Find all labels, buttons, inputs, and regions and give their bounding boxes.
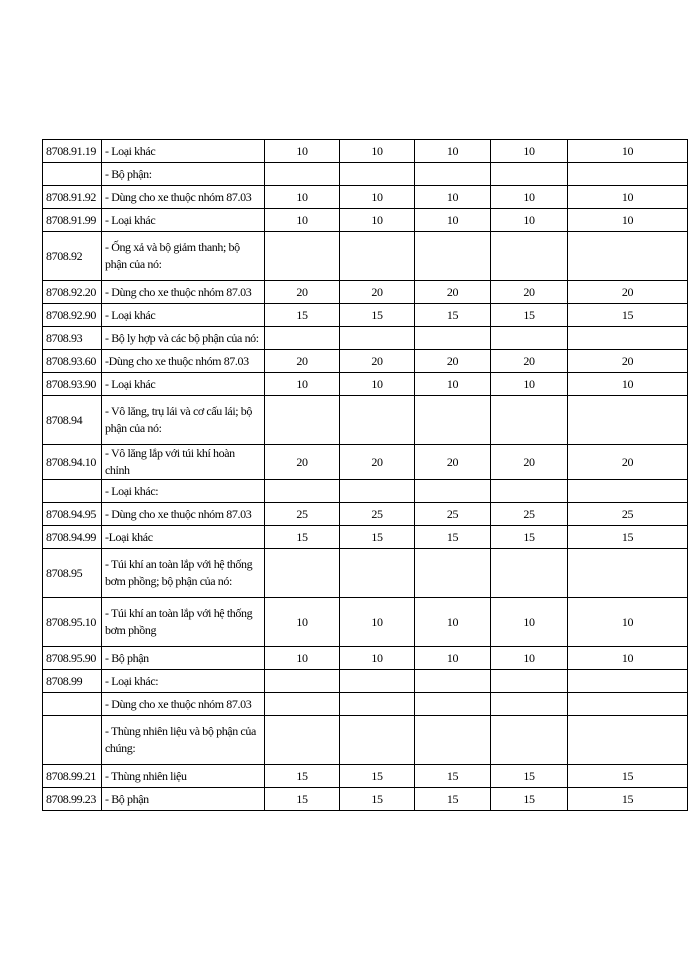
table-row — [43, 304, 688, 327]
rate-cell-2 — [340, 163, 415, 186]
hs-code-cell: 8708.91.99 — [43, 209, 102, 232]
table-row — [43, 209, 688, 232]
rate-cell-4: 20 — [491, 350, 568, 373]
rate-cell-3 — [415, 480, 491, 503]
description-cell: - Bộ phận: — [102, 163, 265, 186]
rate-cell-5 — [568, 693, 688, 716]
rate-cell-4: 15 — [491, 304, 568, 327]
rate-cell-5 — [568, 327, 688, 350]
table-row — [43, 373, 688, 396]
hs-code-cell: 8708.92.90 — [43, 304, 102, 327]
rate-cell-2 — [340, 549, 415, 598]
description-cell: - Dùng cho xe thuộc nhóm 87.03 — [102, 281, 265, 304]
rate-cell-4: 10 — [491, 647, 568, 670]
rate-cell-3: 10 — [415, 647, 491, 670]
rate-cell-5: 15 — [568, 304, 688, 327]
rate-cell-5 — [568, 163, 688, 186]
rate-cell-4 — [491, 327, 568, 350]
rate-cell-2: 20 — [340, 445, 415, 480]
rate-cell-2: 15 — [340, 765, 415, 788]
rate-cell-3: 20 — [415, 445, 491, 480]
rate-cell-1 — [265, 693, 340, 716]
hs-code-cell: 8708.94.95 — [43, 503, 102, 526]
rate-cell-3: 20 — [415, 350, 491, 373]
hs-code-cell — [43, 163, 102, 186]
rate-cell-2: 10 — [340, 186, 415, 209]
description-cell: - Vô lăng lắp với túi khí hoàn chỉnh — [102, 445, 265, 480]
rate-cell-1 — [265, 232, 340, 281]
rate-cell-5: 10 — [568, 209, 688, 232]
description-cell: - Thùng nhiên liệu — [102, 765, 265, 788]
description-cell: - Loại khác — [102, 209, 265, 232]
rate-cell-4: 10 — [491, 598, 568, 647]
hs-code-cell — [43, 716, 102, 765]
hs-code-cell: 8708.95.10 — [43, 598, 102, 647]
rate-cell-1: 15 — [265, 788, 340, 811]
rate-cell-1: 10 — [265, 373, 340, 396]
rate-cell-2: 10 — [340, 373, 415, 396]
rate-cell-5 — [568, 549, 688, 598]
description-cell: - Bộ phận — [102, 647, 265, 670]
rate-cell-1: 15 — [265, 526, 340, 549]
rate-cell-1: 20 — [265, 445, 340, 480]
rate-cell-5: 20 — [568, 281, 688, 304]
description-cell: - Thùng nhiên liệu và bộ phận của chúng: — [102, 716, 265, 765]
table-row — [43, 526, 688, 549]
rate-cell-4 — [491, 549, 568, 598]
rate-cell-3 — [415, 163, 491, 186]
rate-cell-1 — [265, 396, 340, 445]
hs-code-cell: 8708.95 — [43, 549, 102, 598]
description-cell: - Dùng cho xe thuộc nhóm 87.03 — [102, 693, 265, 716]
rate-cell-2 — [340, 670, 415, 693]
rate-cell-1: 10 — [265, 186, 340, 209]
description-cell: - Loại khác: — [102, 480, 265, 503]
hs-code-cell: 8708.91.19 — [43, 140, 102, 163]
rate-cell-5 — [568, 716, 688, 765]
rate-cell-4: 15 — [491, 788, 568, 811]
rate-cell-1: 20 — [265, 281, 340, 304]
rate-cell-1 — [265, 163, 340, 186]
rate-cell-2: 10 — [340, 209, 415, 232]
rate-cell-2 — [340, 327, 415, 350]
rate-cell-2: 25 — [340, 503, 415, 526]
rate-cell-5 — [568, 480, 688, 503]
rate-cell-3 — [415, 670, 491, 693]
rate-cell-3 — [415, 396, 491, 445]
rate-cell-3: 10 — [415, 186, 491, 209]
table-row — [43, 480, 688, 503]
hs-code-cell: 8708.92.20 — [43, 281, 102, 304]
rate-cell-4 — [491, 232, 568, 281]
description-cell: - Loại khác — [102, 373, 265, 396]
hs-code-cell: 8708.92 — [43, 232, 102, 281]
rate-cell-1: 25 — [265, 503, 340, 526]
table-row — [43, 693, 688, 716]
rate-cell-5: 10 — [568, 140, 688, 163]
rate-cell-1 — [265, 716, 340, 765]
rate-cell-4 — [491, 693, 568, 716]
hs-code-cell — [43, 693, 102, 716]
description-cell: - Bộ ly hợp và các bộ phận của nó: — [102, 327, 265, 350]
hs-code-cell: 8708.93.90 — [43, 373, 102, 396]
rate-cell-1: 10 — [265, 140, 340, 163]
rate-cell-5 — [568, 232, 688, 281]
rate-cell-2 — [340, 693, 415, 716]
table-row — [43, 788, 688, 811]
rate-cell-4: 15 — [491, 765, 568, 788]
rate-cell-4: 20 — [491, 281, 568, 304]
rate-cell-1 — [265, 670, 340, 693]
rate-cell-3 — [415, 549, 491, 598]
rate-cell-4 — [491, 396, 568, 445]
table-row — [43, 647, 688, 670]
rate-cell-2 — [340, 396, 415, 445]
rate-cell-3 — [415, 693, 491, 716]
table-row — [43, 350, 688, 373]
rate-cell-2 — [340, 232, 415, 281]
description-cell: - Vô lăng, trụ lái và cơ cấu lái; bộ phận của nó: — [102, 396, 265, 445]
rate-cell-5: 10 — [568, 373, 688, 396]
rate-cell-1: 10 — [265, 647, 340, 670]
description-cell: - Loại khác: — [102, 670, 265, 693]
hs-code-cell: 8708.94.99 — [43, 526, 102, 549]
tariff-table-body — [43, 140, 688, 811]
rate-cell-5 — [568, 396, 688, 445]
hs-code-cell: 8708.99 — [43, 670, 102, 693]
table-row — [43, 232, 688, 281]
description-cell: -Dùng cho xe thuộc nhóm 87.03 — [102, 350, 265, 373]
hs-code-cell: 8708.93.60 — [43, 350, 102, 373]
rate-cell-4 — [491, 480, 568, 503]
rate-cell-2: 15 — [340, 526, 415, 549]
rate-cell-1: 15 — [265, 304, 340, 327]
table-row — [43, 765, 688, 788]
table-row — [43, 598, 688, 647]
rate-cell-5: 10 — [568, 598, 688, 647]
rate-cell-1 — [265, 480, 340, 503]
rate-cell-2 — [340, 480, 415, 503]
rate-cell-3: 25 — [415, 503, 491, 526]
description-cell: - Ống xả và bộ giảm thanh; bộ phận của nó: — [102, 232, 265, 281]
rate-cell-3: 10 — [415, 373, 491, 396]
rate-cell-5: 15 — [568, 765, 688, 788]
rate-cell-4: 10 — [491, 186, 568, 209]
description-cell: - Dùng cho xe thuộc nhóm 87.03 — [102, 186, 265, 209]
rate-cell-2 — [340, 716, 415, 765]
hs-code-cell: 8708.93 — [43, 327, 102, 350]
rate-cell-2: 10 — [340, 598, 415, 647]
hs-code-cell: 8708.94 — [43, 396, 102, 445]
rate-cell-4: 10 — [491, 209, 568, 232]
rate-cell-5: 15 — [568, 526, 688, 549]
rate-cell-2: 20 — [340, 350, 415, 373]
rate-cell-5: 10 — [568, 647, 688, 670]
rate-cell-5: 25 — [568, 503, 688, 526]
rate-cell-1: 15 — [265, 765, 340, 788]
description-cell: - Loại khác — [102, 140, 265, 163]
table-row — [43, 503, 688, 526]
rate-cell-2: 20 — [340, 281, 415, 304]
rate-cell-5: 15 — [568, 788, 688, 811]
rate-cell-3 — [415, 716, 491, 765]
hs-code-cell: 8708.99.21 — [43, 765, 102, 788]
rate-cell-3: 10 — [415, 140, 491, 163]
table-row — [43, 140, 688, 163]
rate-cell-4: 10 — [491, 373, 568, 396]
rate-cell-3: 15 — [415, 304, 491, 327]
rate-cell-1: 20 — [265, 350, 340, 373]
rate-cell-3: 15 — [415, 526, 491, 549]
hs-code-cell: 8708.99.23 — [43, 788, 102, 811]
rate-cell-4: 20 — [491, 445, 568, 480]
rate-cell-4: 25 — [491, 503, 568, 526]
rate-cell-4 — [491, 716, 568, 765]
rate-cell-4: 15 — [491, 526, 568, 549]
rate-cell-1: 10 — [265, 209, 340, 232]
rate-cell-3 — [415, 327, 491, 350]
table-row — [43, 670, 688, 693]
rate-cell-1 — [265, 327, 340, 350]
table-row — [43, 327, 688, 350]
rate-cell-3: 15 — [415, 788, 491, 811]
rate-cell-1 — [265, 549, 340, 598]
description-cell: - Túi khí an toàn lắp với hệ thống bơm phồng; bộ phận của nó: — [102, 549, 265, 598]
rate-cell-5 — [568, 670, 688, 693]
tariff-table — [42, 139, 688, 811]
table-row — [43, 163, 688, 186]
rate-cell-2: 10 — [340, 140, 415, 163]
rate-cell-4 — [491, 670, 568, 693]
description-cell: - Dùng cho xe thuộc nhóm 87.03 — [102, 503, 265, 526]
rate-cell-4: 10 — [491, 140, 568, 163]
hs-code-cell — [43, 480, 102, 503]
hs-code-cell: 8708.94.10 — [43, 445, 102, 480]
rate-cell-4 — [491, 163, 568, 186]
rate-cell-3: 15 — [415, 765, 491, 788]
rate-cell-1: 10 — [265, 598, 340, 647]
rate-cell-5: 10 — [568, 186, 688, 209]
rate-cell-5: 20 — [568, 350, 688, 373]
rate-cell-2: 15 — [340, 304, 415, 327]
rate-cell-3: 10 — [415, 209, 491, 232]
rate-cell-2: 10 — [340, 647, 415, 670]
table-row — [43, 445, 688, 480]
table-row — [43, 186, 688, 209]
rate-cell-3: 20 — [415, 281, 491, 304]
rate-cell-3 — [415, 232, 491, 281]
table-row — [43, 396, 688, 445]
hs-code-cell: 8708.91.92 — [43, 186, 102, 209]
description-cell: -Loại khác — [102, 526, 265, 549]
description-cell: - Loại khác — [102, 304, 265, 327]
rate-cell-3: 10 — [415, 598, 491, 647]
rate-cell-5: 20 — [568, 445, 688, 480]
table-row — [43, 281, 688, 304]
hs-code-cell: 8708.95.90 — [43, 647, 102, 670]
description-cell: - Bộ phận — [102, 788, 265, 811]
table-row — [43, 549, 688, 598]
rate-cell-2: 15 — [340, 788, 415, 811]
description-cell: - Túi khí an toàn lắp với hệ thống bơm phồng — [102, 598, 265, 647]
table-row — [43, 716, 688, 765]
